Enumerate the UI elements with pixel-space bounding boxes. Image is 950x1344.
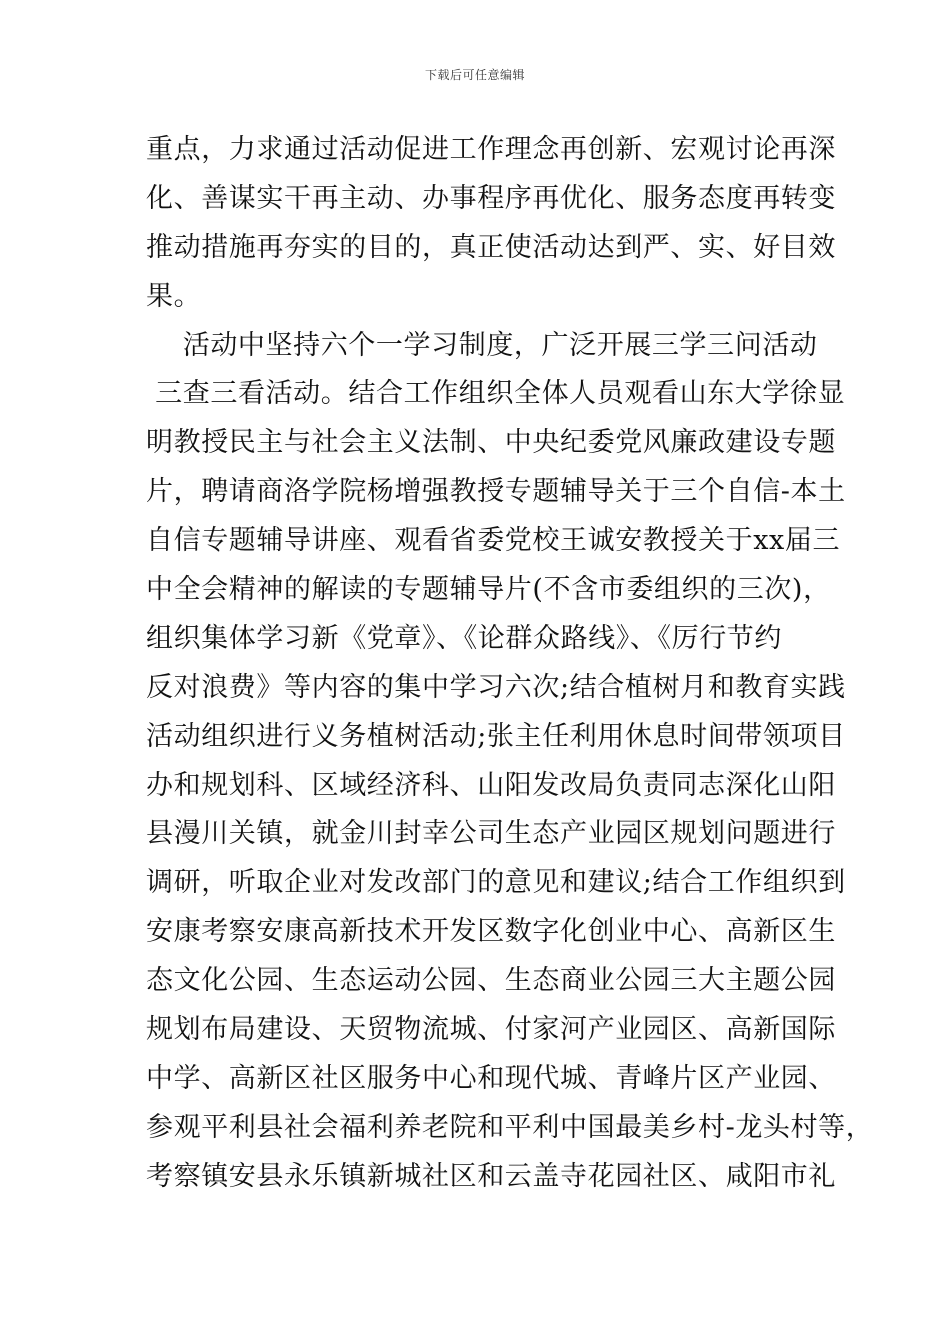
text-line: 化、善谋实干再主动、办事程序再优化、服务态度再转变 (146, 182, 836, 214)
text-line: 活动组织进行义务植树活动;张主任利用休息时间带领项目 (146, 720, 846, 752)
text-line: 办和规划科、区域经济科、山阳发改局负责同志深化山阳 (146, 769, 836, 801)
text-line: 规划布局建设、天贸物流城、付家河产业园区、高新国际 (146, 1014, 836, 1046)
text-line: 考察镇安县永乐镇新城社区和云盖寺花园社区、咸阳市礼 (146, 1160, 836, 1192)
text-line: 组织集体学习新《党章》、《论群众路线》、《厉行节约 (146, 622, 782, 654)
document-body (146, 126, 874, 1202)
text-line: 反对浪费》等内容的集中学习六次;结合植树月和教育实践 (146, 671, 846, 703)
text-line: 果。 (146, 280, 202, 312)
text-line: 重点，力求通过活动促进工作理念再创新、宏观讨论再深 (146, 134, 836, 165)
page-header: 下载后可任意编辑 (424, 68, 525, 82)
text-line: 片，聘请商洛学院杨增强教授专题辅导关于三个自信-本土 (146, 476, 846, 508)
text-line: 安康考察安康高新技术开发区数字化创业中心、高新区生 (146, 916, 836, 948)
text-line: 调研，听取企业对发改部门的意见和建议;结合工作组织到 (146, 867, 846, 899)
text-line: 态文化公园、生态运动公园、生态商业公园三大主题公园 (146, 965, 836, 997)
text-line: 中全会精神的解读的专题辅导片(不含市委组织的三次)， (146, 574, 831, 606)
text-line: 参观平利县社会福利养老院和平利中国最美乡村-龙头村等， (146, 1111, 874, 1143)
text-line: 明教授民主与社会主义法制、中央纪委党风廉政建设专题 (146, 427, 836, 459)
text-line: 推动措施再夯实的目的，真正使活动达到严、实、好目效 (146, 231, 836, 263)
text-line: 三查三看活动。结合工作组织全体人员观看山东大学徐显 (146, 378, 846, 410)
text-line: 县漫川关镇，就金川封幸公司生态产业园区规划问题进行 (146, 818, 836, 850)
text-line: 自信专题辅导讲座、观看省委党校王诚安教授关于xx届三 (146, 525, 841, 557)
text-line: 活动中坚持六个一学习制度，广泛开展三学三问活动 (146, 329, 818, 361)
text-line: 中学、高新区社区服务中心和现代城、青峰片区产业园、 (146, 1062, 836, 1094)
